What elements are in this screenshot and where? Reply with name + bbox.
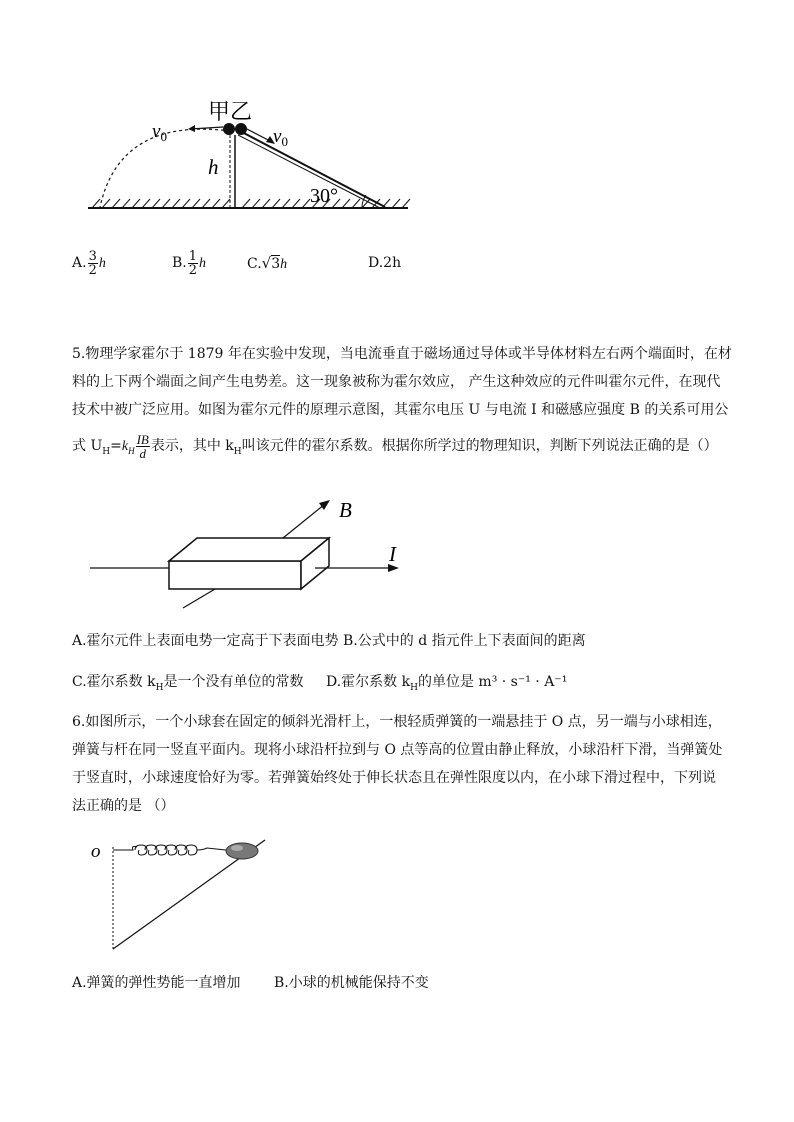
ball xyxy=(226,843,258,859)
q4-option-a xyxy=(72,249,106,278)
label-I: I xyxy=(389,542,396,566)
q5-line-1: 5.物理学家霍尔于 1879 年在实验中发现，当电流垂直于磁场通过导体或半导体材料左右两个端面时，在材 xyxy=(72,346,732,362)
option-letter: C. xyxy=(247,256,262,272)
q4-option-b xyxy=(172,249,206,278)
q4-figure xyxy=(80,95,420,220)
label-angle: 30° xyxy=(310,185,338,207)
q5-line-3: 技术中被广泛应用。如图为霍尔元件的原理示意图，其霍尔电压 U 与电流 I 和磁感应强度 B 的关系可用公 xyxy=(72,402,729,418)
ball-yi xyxy=(235,123,247,135)
option-letter: B. xyxy=(172,255,187,271)
var-h: h xyxy=(199,256,207,271)
option-letter: A. xyxy=(72,255,87,271)
label-jia-yi: 甲乙 xyxy=(208,99,253,124)
q6-option-a: A.弹簧的弹性势能一直增加 xyxy=(72,975,241,991)
q6-line-1: 6.如图所示，一个小球套在固定的倾斜光滑杆上，一根轻质弹簧的一端悬挂于 O 点，另一端与小球相连， xyxy=(72,714,722,730)
label-O: o xyxy=(91,841,101,862)
q5-figure xyxy=(85,495,415,615)
spring xyxy=(113,845,235,855)
label-h: h xyxy=(208,155,219,179)
label-B: B xyxy=(339,498,352,522)
formula-ib-over-d: $\frac{IB}{d}$ xyxy=(136,431,149,461)
q6-line-3: 于竖直时，小球速度恰好为零。若弹簧始终处于伸长状态且在弹性限度以内，在小球下滑过程中，下列说 xyxy=(72,770,716,786)
q4-option-d: D.2h xyxy=(368,255,402,271)
q5-option-c: C.霍尔系数 $k_H$是一个没有单位的常数 xyxy=(72,674,304,693)
var-h: h xyxy=(280,257,288,272)
fraction-1-2: $\frac{1}{2}$ xyxy=(188,248,198,278)
incline-inner xyxy=(238,135,380,208)
q5-option-d: D.霍尔系数 $k_H$的单位是 m³ · s⁻¹ · A⁻¹ xyxy=(326,674,568,693)
label-v0-left: $v_0$ xyxy=(152,121,167,144)
hall-element-front xyxy=(169,561,301,589)
sqrt-radicand: 3 xyxy=(271,256,281,272)
q6-line-2: 弹簧与杆在同一竖直平面内。现将小球沿杆拉到与 O 点等高的位置由静止释放，小球沿杆下滑，当弹簧处 xyxy=(72,742,723,758)
q4-option-c xyxy=(247,249,287,279)
q5-options-ab: A.霍尔元件上表面电势一定高于下表面电势 B.公式中的 d 指元件上下表面间的距离 xyxy=(72,633,586,649)
b-field-lower xyxy=(183,589,215,608)
q6-option-b: B.小球的机械能保持不变 xyxy=(274,975,429,991)
q6-line-4: 法正确的是 （） xyxy=(72,798,175,814)
label-v0-right: $v_0$ xyxy=(273,126,288,149)
fraction-3-2: $\frac{3}{2}$ xyxy=(88,248,97,278)
q6-figure xyxy=(85,835,275,955)
b-field-upper xyxy=(283,504,325,538)
q5-line-4: 式 $U_H=k_H$ $\frac{IB}{d}$ 表示，其中 $k_H$叫该元件的霍尔系数。根据你所学过的物理知识，判断下列说法正确的是（） xyxy=(72,431,718,461)
ball-jia xyxy=(223,123,235,135)
sqrt-sign: √ xyxy=(261,254,272,272)
q5-line-2: 料的上下两个端面之间产生电势差。这一现象被称为霍尔效应， 产生这种效应的元件叫霍尔元件，在现代 xyxy=(72,374,721,390)
var-h: h xyxy=(98,256,106,271)
